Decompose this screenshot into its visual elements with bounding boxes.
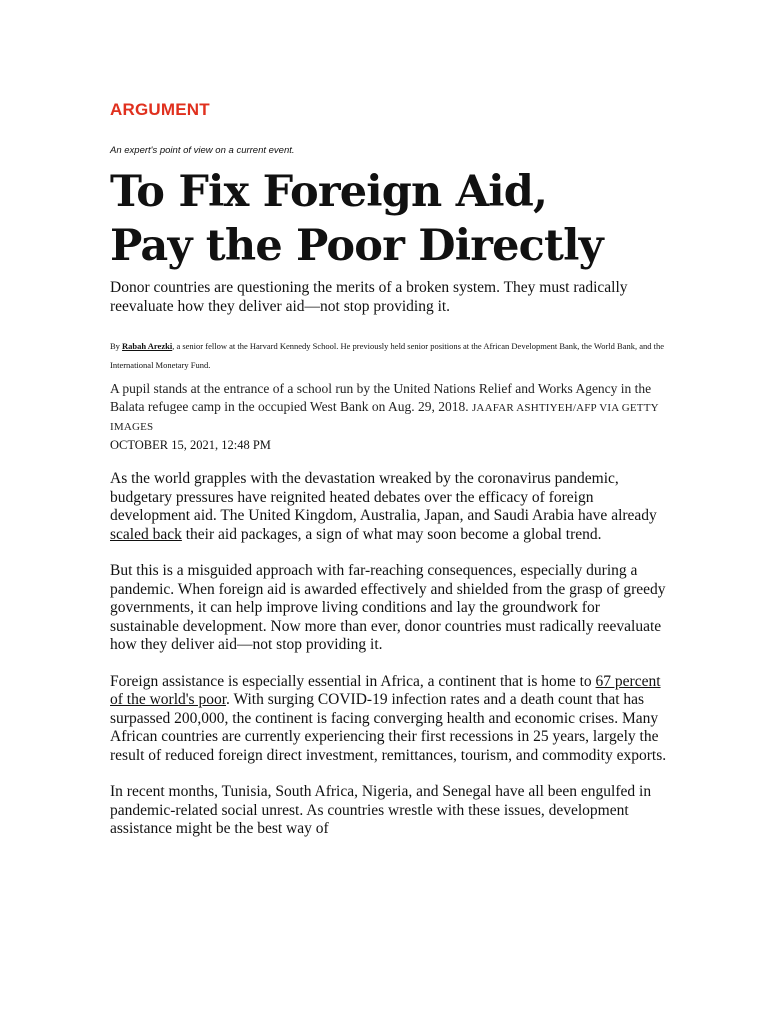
photo-caption <box>110 380 670 437</box>
p3-text-after: . With surging COVID-19 infection rates and a death count that has surpassed 200,000, the continent is facing converging health and economic crises. Many African countries are currently experiencing their first recessions in 25 years, largely the result of reduced foreign direct investment, remittances, tourism, and commodity exports. <box>110 691 667 764</box>
body-paragraph-4: In recent months, Tunisia, South Africa, Nigeria, and Senegal have all been engulfed in pandemic-related social unrest. As countries wrestle with these issues, development assistance might be the best way of <box>110 783 652 837</box>
article-body <box>110 470 670 857</box>
author-link[interactable]: Rabah Arezki <box>122 341 173 351</box>
byline-prefix: By <box>110 341 123 351</box>
section-kicker[interactable]: ARGUMENT <box>110 100 210 119</box>
body-paragraph-2: But this is a misguided approach with far-reaching consequences, especially during a pandemic. When foreign aid is awarded effectively and shielded from the grasp of greedy governments, it can help improve living conditions and lay the groundwork for sustainable development. Now more than ever, donor countries must radically reevaluate how they deliver aid—not stop providing it. <box>110 562 666 653</box>
p3-text-before: Foreign assistance is especially essential in Africa, a continent that is home to <box>110 672 596 690</box>
p1-text-after: their aid packages, a sign of what may soon become a global trend. <box>181 525 602 543</box>
scaled-back-link[interactable]: scaled back <box>110 525 182 543</box>
worlds-poor-link[interactable]: 67 percent of the world's poor <box>110 672 661 708</box>
article-headline <box>110 165 710 273</box>
caption-text: A pupil stands at the entrance of a school run by the United Nations Relief and Works Agency in the Balata refugee camp in the occupied West Bank on Aug. 29, 2018. <box>110 381 652 414</box>
author-bio: , a senior fellow at the Harvard Kennedy School. He previously held senior positions at the African Development Bank, the World Bank, and the International Monetary Fund. <box>110 341 665 370</box>
p1-text-before: As the world grapples with the devastation wreaked by the coronavirus pandemic, budgetary pressures have reignited heated debates over the efficacy of foreign development aid. The United Kingdom, Australia, Japan, and Saudi Arabia have already <box>110 470 657 524</box>
byline <box>110 337 670 375</box>
body-paragraph-1 <box>110 470 670 544</box>
publish-date: OCTOBER 15, 2021, 12:48 PM <box>110 438 271 452</box>
photo-credit: JAAFAR ASHTIYEH/AFP VIA GETTY IMAGES <box>110 401 659 433</box>
kicker-description: An expert's point of view on a current event. <box>110 145 295 156</box>
body-paragraph-3 <box>110 673 670 766</box>
headline-line-2: Pay the Poor Directly <box>110 221 603 271</box>
article-dek: Donor countries are questioning the merits of a broken system. They must radically reevaluate how they deliver aid—not stop providing it. <box>110 279 628 315</box>
headline-line-1: To Fix Foreign Aid, <box>110 167 548 217</box>
